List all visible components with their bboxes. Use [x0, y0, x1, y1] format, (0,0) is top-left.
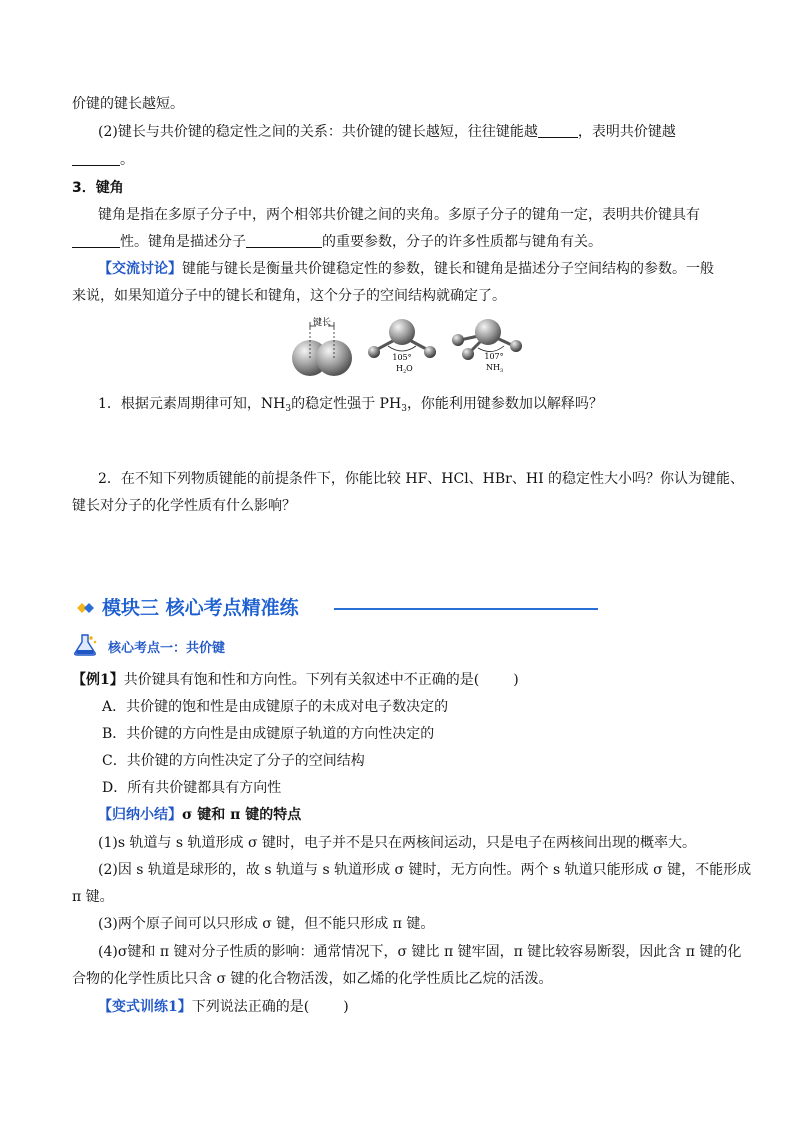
bond-length-label: 键长 — [312, 318, 332, 328]
keypoint-title: 核心考点一：共价键 — [108, 641, 226, 656]
module-heading — [76, 595, 616, 621]
h2o-formula: $H_2O$ — [396, 364, 413, 375]
summary-tag: 【归纳小结】 — [98, 807, 182, 823]
subscript: 3 — [285, 404, 292, 414]
blank-line — [72, 233, 120, 248]
module-title: 模块三 核心考点精准练 — [102, 597, 299, 619]
text: 共价键具有饱和性和方向性。下列有关叙述中不正确的是( — [123, 672, 480, 688]
text: ，表明共价键越 — [577, 124, 676, 140]
oxygen-atom — [389, 319, 415, 345]
text: 下列说法正确的是( — [191, 999, 310, 1015]
nitrogen-atom — [475, 319, 501, 345]
hydrogen-atom — [368, 346, 380, 358]
molecule-diagram — [284, 312, 544, 382]
text: 性。键角是描述分子 — [120, 234, 246, 250]
h2o-angle-label: 105° — [392, 353, 412, 362]
subscript: 3 — [401, 404, 407, 414]
option-d: D．所有共价键都具有方向性 — [102, 780, 282, 796]
option-c: C．共价键的方向性决定了分子的空间结构 — [102, 753, 365, 769]
blank-line — [246, 233, 322, 248]
option-a: A．共价键的饱和性是由成键原子的未成对电子数决定的 — [102, 699, 449, 715]
hydrogen-atom — [424, 346, 436, 358]
nh3-angle-label: 107° — [484, 352, 504, 361]
question-2-line — [72, 496, 732, 516]
summary-line: π 键。 — [72, 889, 114, 905]
text: 价键的键长越短。 — [72, 96, 184, 112]
summary-line: (4)σ键和 π 键对分子性质的影响：通常情况下，σ 键比 π 键牢固，π 键比较容易断裂，因此含 π 键的化 — [98, 944, 742, 960]
paragraph-line — [72, 94, 732, 114]
blank-line — [72, 151, 120, 166]
text: (2)键长与共价键的稳定性之间的关系：共价键的键长越短，往往键能越 — [98, 124, 538, 140]
molecule-figure — [284, 312, 544, 382]
summary-line: (3)两个原子间可以只形成 σ 键，但不能只形成 π 键。 — [98, 916, 435, 932]
question-2-line — [98, 469, 745, 489]
blank-line — [538, 123, 578, 138]
double-chevron-icon — [76, 601, 96, 615]
variant-stem — [98, 997, 732, 1017]
nh3-formula: $NH_3$ — [486, 363, 504, 374]
example-stem — [72, 670, 732, 690]
hydrogen-atom — [510, 340, 522, 352]
text: 2．在不知下列物质键能的前提条件下，你能比较 HF、HCl、HBr、HI 的稳定性大小吗？你认为键能、 — [98, 471, 745, 487]
text: 键能与键长是衡量共价键稳定性的参数，键长和键角是描述分子空间结构的参数。一般 — [182, 261, 714, 277]
paragraph-line — [98, 122, 732, 142]
discussion-line — [98, 259, 732, 279]
keypoint-heading — [72, 633, 372, 659]
flask-icon — [72, 633, 100, 657]
text: 来说，如果知道分子中的键长和键角，这个分子的空间结构就确定了。 — [72, 288, 506, 304]
text: 的重要参数，分子的许多性质都与键角有关。 — [322, 234, 602, 250]
summary-line: (1)s 轨道与 s 轨道形成 σ 键时，电子并不是只在两核间运动，只是电子在两核间出现的概率大。 — [98, 835, 697, 851]
text: ，你能利用键参数加以解释吗？ — [406, 396, 603, 412]
text: 。 — [120, 152, 134, 168]
paragraph-line — [72, 150, 732, 170]
text: 键长对分子的化学性质有什么影响？ — [72, 498, 296, 514]
section-heading: 3．键角 — [72, 180, 124, 196]
discussion-tag: 【交流讨论】 — [98, 261, 182, 277]
text: 键角是指在多原子分子中，两个相邻共价键之间的夹角。多原子分子的键角一定，表明共价键具有 — [98, 207, 700, 223]
paragraph-line — [98, 205, 732, 225]
summary-line: (2)因 s 轨道是球形的，故 s 轨道与 s 轨道形成 σ 键时，无方向性。两个 s 轨道只能形成 σ 键，不能形成 — [98, 862, 752, 878]
hydrogen-atom — [452, 334, 464, 346]
text: 1．根据元素周期律可知，NH — [98, 396, 286, 412]
text: ) — [343, 999, 349, 1015]
variant-tag: 【变式训练1】 — [98, 999, 192, 1015]
module-rule — [334, 608, 598, 610]
text: 的稳定性强于 PH — [291, 396, 402, 412]
hydrogen-atom — [462, 348, 474, 360]
summary-heading — [98, 805, 732, 825]
summary-title: σ 键和 π 键的特点 — [182, 807, 302, 823]
paragraph-line — [72, 232, 732, 252]
paragraph-line — [72, 286, 732, 306]
example-tag: 【例1】 — [72, 672, 124, 688]
summary-line: 合物的化学性质比只含 σ 键的化合物活泼，如乙烯的化学性质比乙烷的活泼。 — [72, 971, 553, 987]
question-1 — [98, 394, 732, 419]
text: ) — [513, 672, 519, 688]
option-b: B．共价键的方向性是由成键原子轨道的方向性决定的 — [102, 726, 435, 742]
